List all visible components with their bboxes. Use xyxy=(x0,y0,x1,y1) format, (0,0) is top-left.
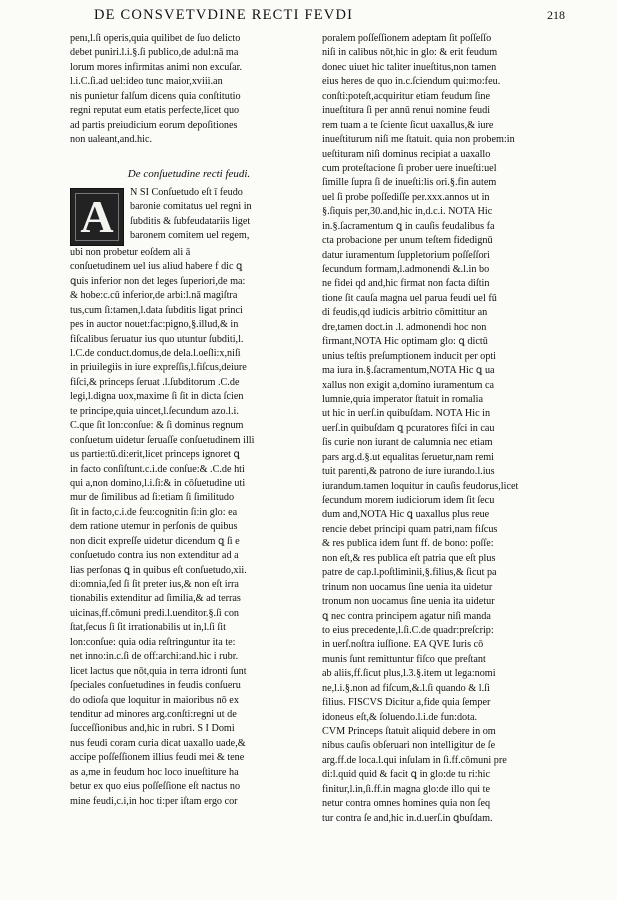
text-line: tionabilis extenditur ad ſimilia,& ad terras xyxy=(70,593,241,605)
text-line: ſecundum formam,l.admonendi &.l.in bo xyxy=(322,264,490,275)
text-line: baronem comitem uel regem, xyxy=(130,230,250,242)
text-line: uerſ.in quibuſdam ꝗ pcuratores fiſci in cau xyxy=(322,422,495,434)
text-line: poralem poſſeſſionem adeptam ſit poſſeſſo xyxy=(322,33,492,44)
text-line: unius teſtis preſumptionem inducit per opti xyxy=(322,350,497,362)
text-line: finitur,l.in,ſi.ff.in magna glo:de illo qui te xyxy=(322,783,491,795)
text-line: filius. FISCVS Dicitur a,fide quia ſemper xyxy=(322,697,491,709)
text-line: do odioſa que loquitur in maioribus nō ex xyxy=(70,694,239,706)
text-line: regni reputat eum etatis perfecte,licet quo xyxy=(70,105,240,117)
text-line: penı,l.ſi operis,quia quilibet de ſuo delicto xyxy=(70,33,241,44)
text-line: ſtat,ſecus ſi ſit irrationabilis ut in,l.ſi ſit xyxy=(70,622,226,634)
text-line: tur contra ſe and,hic in.d.uerſ.in ꝗbuſdam. xyxy=(322,812,493,824)
text-line: ma iura in.§.ſacramentum,NOTA Hic ꝗ ua xyxy=(322,365,495,377)
text-line: qui a,non domino,l.i.ſi:& in cōſuetudine uti xyxy=(70,477,246,489)
text-line: net inno:in.c.ſi de off:archi:and.hic i rubr. xyxy=(70,651,239,663)
text-line: ſit in facto,c.i.de feu:cognitin ſi:in glo: ea xyxy=(70,506,238,518)
text-line: inueſtitura ſi per annū renui nomine feudi xyxy=(322,105,491,117)
text-line: di:l.quid quid & facit ꝗ in glo:de tu ri:hic xyxy=(322,769,491,781)
text-line: conſuetum uidetur ſeruaſſe conſuetudinem illi xyxy=(70,434,255,446)
text-line: tuit parenti,& patrono de iure iurando.l.ius xyxy=(322,466,495,478)
text-line: in facto conſiſtunt.c.i.de conſue:& .C.de hti xyxy=(70,463,245,475)
text-line: di feudis,qd iudicis arbitrio cōmittitur an xyxy=(322,307,488,319)
text-line: ſpeciales conſuetudines in feudis conſueru xyxy=(70,680,241,692)
text-line: ſubditis & ſubfeudatariis liget xyxy=(130,215,251,227)
text-line: CVM Princeps ſtatuit aliquid debere in om xyxy=(322,726,496,737)
text-line: ut hic in uerſ.in quibuſdam. NOTA Hic in xyxy=(322,408,491,420)
text-line: eius heres de quo in.c.ſciendum qui:mo:feu. xyxy=(322,76,501,88)
spacer xyxy=(70,148,308,162)
text-line: dum and,NOTA Hic ꝗ uaxallus plus reue xyxy=(322,509,490,521)
text-line: in priuilegiis in iure expreſſis,l.fiſcus,deiure xyxy=(70,362,247,374)
text-line: & res publica idem ſunt ff. de bono: poſſe: xyxy=(322,538,494,550)
text-line: ubi non probetur eoſdem ali ā xyxy=(70,246,191,258)
text-line: tus,cum ſi:tamen,l.data ſubditis ligat princi xyxy=(70,304,243,316)
text-line: inueſtiturum niſi me ſtatuit. quia non probem:in xyxy=(322,134,515,146)
text-line: rencie debet principi quam patri,nam fiſcus xyxy=(322,523,498,535)
text-line: ꝗ nec contra principem agatur niſi manda xyxy=(322,610,491,622)
left-column xyxy=(70,32,308,809)
text-line: pes in auctor nouet:fac:pigno,§.illud,& in xyxy=(70,319,239,331)
text-line: xallus non exigit a,domino iuramentum ca xyxy=(322,379,495,391)
text-line: tione ſit cauſa magna uel parua feudi uel fū xyxy=(322,292,497,304)
page-header xyxy=(0,0,617,30)
folio-number: 218 xyxy=(547,8,565,22)
text-line: ad partis preiudicium eorum depoſitiones xyxy=(70,119,238,131)
text-line: C.que ſit lon:conſue: & ſi dominus regnum xyxy=(70,420,244,432)
text-line: uicinas,ff.cōmuni predi.l.uenditor.§.ſi con xyxy=(70,607,240,619)
text-line: conſti:poteſt,acquiritur etiam feudum ſine xyxy=(322,90,491,102)
text-line: di:omnia,ſed ſi ſit preter ius,& non eſt irra xyxy=(70,579,239,590)
text-line: ab aliis,ff.ſicut plus,l.3.§.item ut lega:nomi xyxy=(322,668,496,680)
text-line: ſimille ſupra ſi de inueſti:lis ori.§.fin autem xyxy=(322,177,497,189)
text-line: tronum non uocamus ſine uenia ita uidetur xyxy=(322,596,495,608)
text-line: mur de ſimilibus ad ſi:etiam ſi ſimilitudo xyxy=(70,492,235,504)
text-line: lias perſonas ꝗ in quibus eſt conſuetudo,xii. xyxy=(70,564,247,576)
text-line: niſi in calibus nōt,hic in glo: & erit feudum xyxy=(322,47,498,59)
text-line: debet puniri.l.i.§.ſi publico,de adul:nā ma xyxy=(70,47,239,59)
text-line: us partie:tū.di:erit,licet princeps ignoret ꝗ xyxy=(70,449,240,461)
text-line: conſuetudinem uel ius aliud habere f dic ꝗ xyxy=(70,261,243,273)
text-line: licet lactus que nōt,quia in terra idronti ſunt xyxy=(70,665,247,677)
text-line: l.i.C.ſi.ad uel:ideo tunc maior,xviii.an xyxy=(70,76,223,88)
text-line: dre,tamen doct.in .l. admonendi hoc non xyxy=(322,321,487,333)
text-line: ſecundum morem iudiciorum idem ſit ſecu xyxy=(322,495,495,506)
text-line: ſucceſſionibus and,hic in rubri. S I Domi xyxy=(70,723,235,735)
text-line: non eſt,& res publica eſt patria que eſt plus xyxy=(322,552,496,564)
text-line: l.C.de conduct.domus,de dela.l.oeſli:x,niſi xyxy=(70,348,241,359)
text-line: betur ex quo eius poſſeſſione eſt nactus no xyxy=(70,781,241,793)
text-line: patre de cap.l.poſtliminii,§.filius,& ſicut pa xyxy=(322,567,497,579)
text-line: rem tuam a te ſciente ſicut uaxallus,& iure xyxy=(322,119,494,131)
text-line: munis ſunt remittuntur fiſco que preſtant xyxy=(322,653,486,665)
text-line: firmant,NOTA Hic optimam glo: ꝗ dictū xyxy=(322,336,488,348)
text-line: & hobe:c.cū inferior,de arbi:l.nā magiſtra xyxy=(70,290,238,302)
text-line: ne,l.i.§.non ad fiſcum,&.l.ſi quando & l.ſi xyxy=(322,682,490,694)
decorated-initial xyxy=(70,188,124,246)
text-line: lorum mores infirmitas animi non excuſar. xyxy=(70,61,243,73)
text-line: tenditur ad minores arg.conſti:regni ut de xyxy=(70,708,237,720)
text-line: lumnie,quia imperator ſtatuit in romalia xyxy=(322,393,483,405)
text-line: N SI Conſuetudo eſt ī feudo xyxy=(130,186,243,198)
text-line: nis punietur falſum dicens quia conſtitutio xyxy=(70,90,241,102)
text-line: ſis curie non iurant de calumnia nec etiam xyxy=(322,437,493,449)
text-line: mine feudi,c.i,in hoc ti:per iſtam ergo cor xyxy=(70,795,238,807)
text-line: te principe,quia uincet,l.ſecundum azo.l.i. xyxy=(70,405,239,417)
text-line: accipe poſſeſſionem illius feudi mei & tene xyxy=(70,752,245,764)
text-line: datur iuramentum ſuppletorium poſſeſſori xyxy=(322,249,490,261)
text-line: netur contra omnes homines quia non ſeq xyxy=(322,798,491,810)
text-line: in uerſ.noſtra iuſſione. EA QVE Iuris cō xyxy=(322,639,484,651)
text-line: nibus cauſis obſeruari non intelligitur de ſe xyxy=(322,740,496,752)
text-line: in.§.ſacramentum ꝗ in cauſis feudalibus fa xyxy=(322,220,495,232)
text-line: uel ſi probe poſſediſſe per.xxx.annos ut in xyxy=(322,191,490,203)
right-column xyxy=(322,32,560,826)
section-heading: De conſuetudine recti feudi. xyxy=(127,167,251,180)
text-line: as a,me in feudum hoc loco inueſtiture ha xyxy=(70,766,239,778)
text-line: trinum non uocamus ſine uenia ita uidetur xyxy=(322,581,493,593)
text-line: ueſtituram niſi dominus recipiat a uaxallo xyxy=(322,148,491,160)
text-line: §.ſiquis per,30.and,hic in,d.c.i. NOTA Hic xyxy=(322,206,493,218)
text-line: idoneus eſt,& ſoluendo.l.i.de fun:dota. xyxy=(322,711,478,723)
text-line: conſuetudo contra ius non extenditur ad a xyxy=(70,550,239,562)
text-line: ꝗuis inferior non det leges ſuperiori,de ma: xyxy=(70,275,246,287)
text-line: donec uiuet hic taliter inueſtitus,non tamen xyxy=(322,61,497,73)
text-line: dem ratione utemur in perſonis de quibus xyxy=(70,521,238,533)
text-line: non ualeant,and.hic. xyxy=(70,134,153,146)
text-line: ne fidei qd and,hic firmat non facta diſtin xyxy=(322,278,490,290)
drop-cap-paragraph xyxy=(70,186,308,246)
text-line: baronie comitatus uel regni in xyxy=(130,201,252,213)
text-line: fiſci,& princeps ſeruat .l.ſubditorum .C.de xyxy=(70,376,240,388)
text-line: fiſcalibus ſeruatur ius quo utuntur ſubditi,l. xyxy=(70,333,244,345)
text-line: iurandum.tamen loquitur in cauſis feudorus,licet xyxy=(322,480,519,492)
text-line: arg.ff.de loca.l.qui inſulam in ſi.ff.cōmuni pre xyxy=(322,754,507,766)
text-line: cum proteſtacione ſi prober uere inueſti:uel xyxy=(322,162,497,174)
text-line: pars arg.d.§.ut equalitas ſeruetur,nam remi xyxy=(322,451,494,463)
initial-letter: A xyxy=(80,190,114,242)
text-line: nus feudi coram curia dicat uaxallo uade,& xyxy=(70,737,246,749)
text-line: cta probacione per unum teſtem fidedignū xyxy=(322,235,493,247)
text-line: lon:conſue: quia odia reſtringuntur ita te: xyxy=(70,636,236,648)
text-line: non dicit expreſſe uidetur dicendum ꝗ ſi e xyxy=(70,535,240,547)
text-line: to eius precedente,l.ſi.C.de quadr:preſcrip: xyxy=(322,624,494,636)
text-line: legi,l.digna uox,maxime ſi ſit in dicta ſcien xyxy=(70,391,244,403)
running-title: DE CONSVETVDINE RECTI FEVDI xyxy=(94,7,354,23)
